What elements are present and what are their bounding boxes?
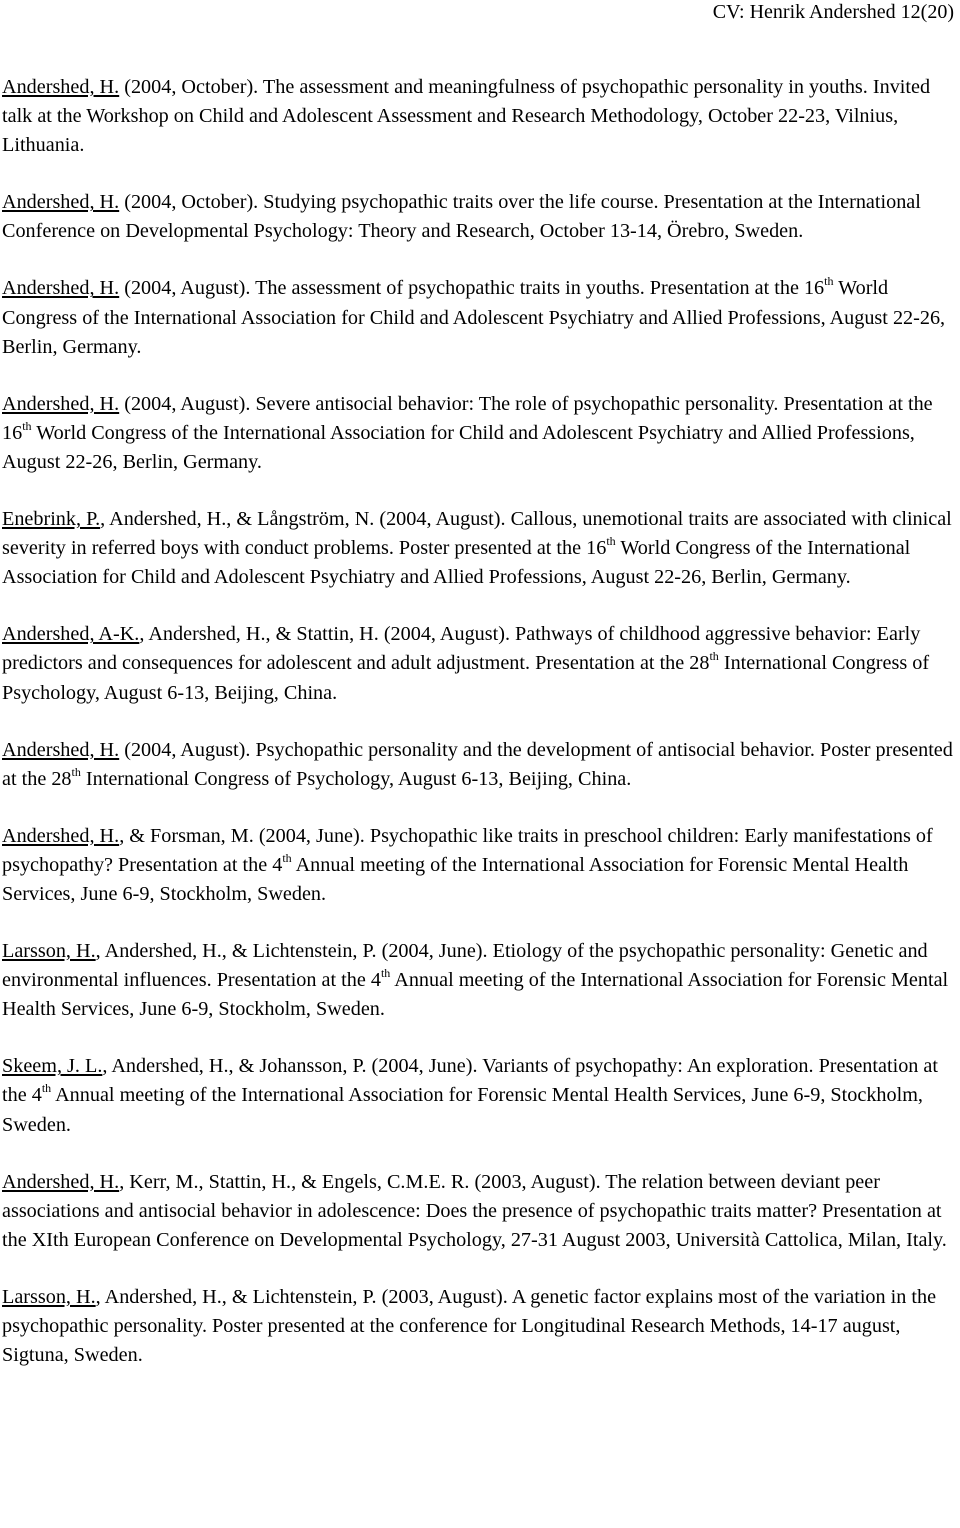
entry-details-continued: World Congress of the International Association for Child and Adolescent Psychiatry and Allied Professions, August 22-26, Berlin, Germany.	[2, 277, 946, 358]
entry-details-continued: International Congress of Psychology, August 6-13, Beijing, China.	[80, 767, 632, 790]
ordinal-suffix: th	[22, 418, 32, 433]
entry-details: , Andershed, H., & Lichtenstein, P. (2004, June). Etiology of the psychopathic personality: Genetic and environmental influences. Presentation at the 4	[2, 940, 928, 992]
entry-details-continued: World Congress of the International Association for Child and Adolescent Psychiatry and Allied Professions, August 22-26, Berlin, Germany.	[2, 537, 911, 589]
entry-details: , Andershed, H., & Stattin, H. (2004, August). Pathways of childhood aggressive behavior: Early predictors and consequences for adolescent and adult adjustment. Presentation at the 28	[2, 623, 921, 675]
entry-details: (2004, October). The assessment and meaningfulness of psychopathic personality in youths. Invited talk at the Workshop on Child and Adolescent Assessment and Research Methodology, October 22-23, Vilnius, Lithuania.	[2, 76, 931, 157]
entry-text	[2, 1283, 954, 1370]
entry-details-continued: International Congress of Psychology, August 6-13, Beijing, China.	[2, 652, 930, 704]
entry-text	[2, 937, 954, 1024]
entry-underlined-author: Andershed, H.	[2, 1170, 120, 1193]
entry-underlined-author: Andershed, H.	[2, 738, 120, 761]
ordinal-suffix: th	[824, 274, 834, 289]
entry-details: , Andershed, H., & Johansson, P. (2004, June). Variants of psychopathy: An exploration. Presentation at the 4	[2, 1055, 938, 1107]
entry-underlined-author: Larsson, H.	[2, 1285, 96, 1308]
entry-underlined-author: Skeem, J. L.	[2, 1055, 103, 1078]
ordinal-suffix: th	[380, 966, 391, 981]
entry-text	[2, 390, 954, 477]
entry-text	[2, 188, 954, 246]
ordinal-suffix: th	[606, 534, 616, 549]
ordinal-suffix: th	[709, 649, 719, 664]
entry-underlined-author: Andershed, H.	[2, 392, 120, 415]
publication-entry	[2, 1168, 954, 1255]
entry-details: , Kerr, M., Stattin, H., & Engels, C.M.E. R. (2003, August). The relation between deviant peer associations and antisocial behavior in adolescence: Does the presence of psychopathic traits matter? Presentation at the XIth European Conference on Developmental Psychology, 27-31 August 2003, Università Cattolica, Milan, Italy.	[2, 1170, 947, 1251]
publication-entry	[2, 736, 954, 794]
publication-entry	[2, 822, 954, 909]
entry-details: (2004, August). Severe antisocial behavior: The role of psychopathic personality. Presentation at the 16	[2, 392, 933, 444]
entry-underlined-author: Andershed, H.	[2, 277, 120, 300]
entry-underlined-author: Andershed, H.	[2, 191, 120, 214]
entry-underlined-author: Larsson, H.	[2, 940, 96, 963]
entry-text	[2, 505, 954, 592]
entry-text	[2, 736, 954, 794]
entry-underlined-author: Andershed, H.	[2, 76, 120, 98]
entry-details-continued: Annual meeting of the International Association for Forensic Mental Health Services, June 6-9, Stockholm, Sweden.	[2, 853, 909, 905]
entry-details: (2004, August). The assessment of psychopathic traits in youths. Presentation at the 16	[119, 277, 825, 300]
entry-underlined-author: Andershed, A-K.	[2, 623, 140, 646]
entry-text	[2, 274, 954, 361]
publication-entry	[2, 73, 954, 160]
publication-entry	[2, 274, 954, 361]
entry-text	[2, 1168, 954, 1255]
publication-entry	[2, 1052, 954, 1139]
ordinal-suffix: th	[282, 850, 292, 865]
entry-details: , Andershed, H., & Långström, N. (2004, August). Callous, unemotional traits are associated with clinical severity in referred boys with conduct problems. Poster presented at the 16	[2, 508, 952, 560]
publication-entry	[2, 188, 954, 246]
publication-entry	[2, 937, 954, 1024]
publication-entry	[2, 1283, 954, 1370]
entry-details-continued: Annual meeting of the International Association for Forensic Mental Health Services, June 6-9, Stockholm, Sweden.	[2, 969, 949, 1021]
entry-text	[2, 822, 954, 909]
entry-details: (2004, August). Psychopathic personality and the development of antisocial behavior. Poster presented at the 28	[2, 738, 953, 790]
running-header: CV: Henrik Andershed 12(20)	[712, 1, 954, 23]
ordinal-suffix: th	[71, 764, 81, 779]
entry-text	[2, 73, 954, 160]
entry-underlined-author: Andershed, H.	[2, 824, 120, 847]
entry-underlined-author: Enebrink, P.	[2, 508, 101, 531]
entry-details: , & Forsman, M. (2004, June). Psychopathic like traits in preschool children: Early manifestations of psychopathy? Presentation at the 4	[2, 824, 933, 876]
publication-entry	[2, 620, 954, 707]
publication-list	[2, 73, 954, 1398]
entry-details: (2004, October). Studying psychopathic traits over the life course. Presentation at the International Conference on Developmental Psychology: Theory and Research, October 13-14, Örebro, Sweden.	[2, 191, 921, 243]
entry-text	[2, 1052, 954, 1139]
publication-entry	[2, 505, 954, 592]
publication-entry	[2, 390, 954, 477]
entry-details-continued: Annual meeting of the International Association for Forensic Mental Health Services, June 6-9, Stockholm, Sweden.	[2, 1084, 923, 1136]
entry-text	[2, 620, 954, 707]
entry-details-continued: World Congress of the International Association for Child and Adolescent Psychiatry and Allied Professions, August 22-26, Berlin, Germany.	[2, 421, 915, 473]
entry-details: , Andershed, H., & Lichtenstein, P. (2003, August). A genetic factor explains most of the variation in the psychopathic personality. Poster presented at the conference for Longitudinal Research Methods, 14-17 august, Sigtuna, Sweden.	[2, 1285, 937, 1367]
ordinal-suffix: th	[41, 1081, 52, 1096]
